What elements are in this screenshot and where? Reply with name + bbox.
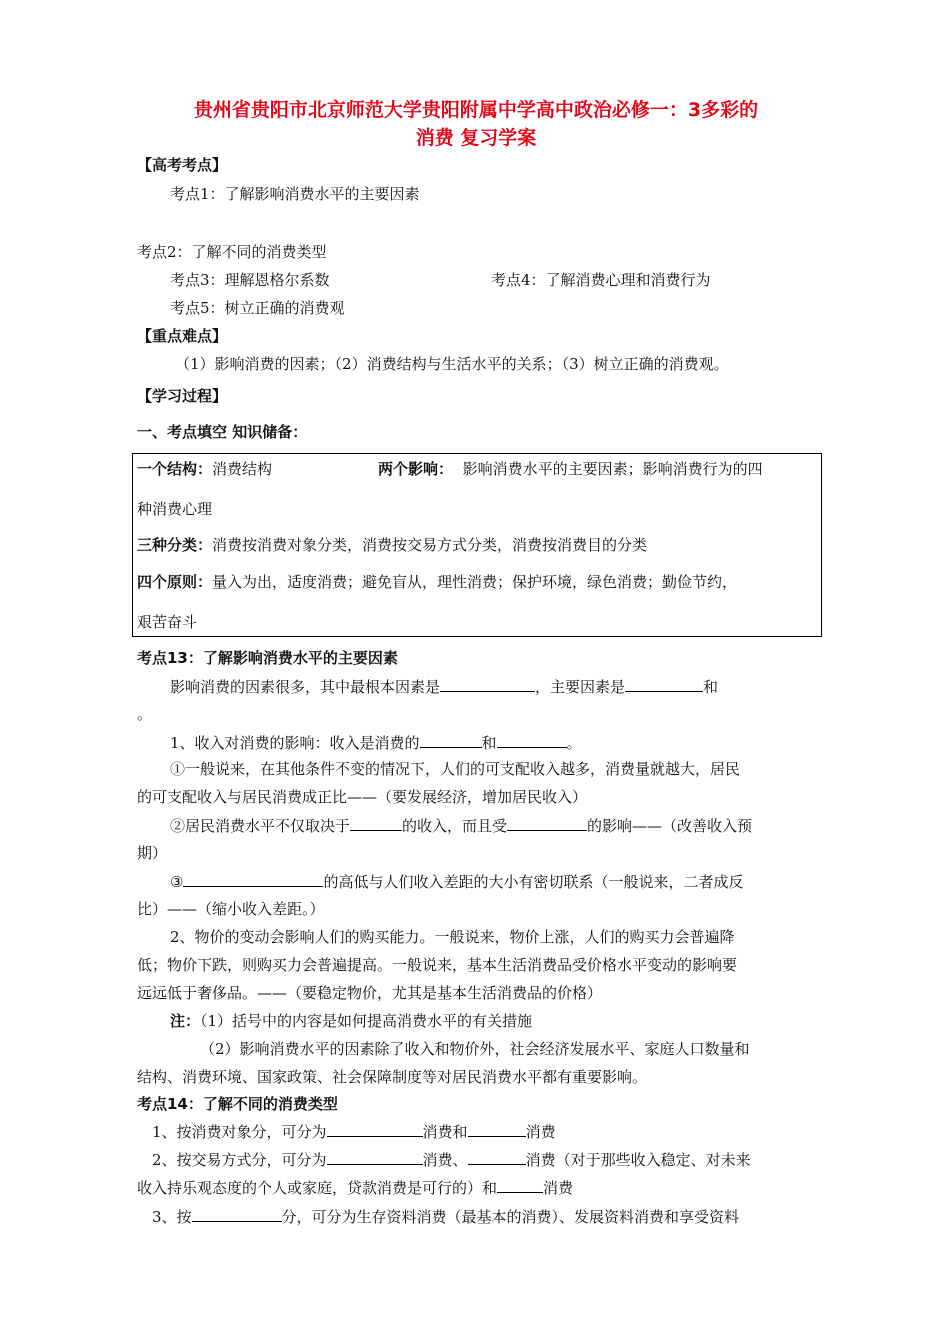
blank-income-1[interactable] bbox=[420, 732, 482, 748]
k13-line-f1: 2、物价的变动会影响人们的购买能力。一般说来，物价上涨，人们的购买力会普遍降 bbox=[170, 928, 735, 946]
section-1-heading: 一、考点填空 知识储备： bbox=[137, 423, 308, 441]
blank-object-type-2[interactable] bbox=[468, 1121, 526, 1137]
blank-current-income[interactable] bbox=[350, 815, 402, 831]
zhongdian-text: （1）影响消费的因素；（2）消费结构与生活水平的关系；（3）树立正确的消费观。 bbox=[175, 355, 729, 373]
k13-line-f2: 低；物价下跌，则购买力会普遍提高。一般说来，基本生活消费品受价格水平变动的影响要 bbox=[137, 956, 738, 974]
k13-note-3: 结构、消费环境、国家政策、社会保障制度等对居民消费水平都有重要影响。 bbox=[137, 1068, 648, 1086]
gaokao-point-2: 考点2：了解不同的消费类型 bbox=[137, 243, 327, 261]
gaokao-point-4: 考点4：了解消费心理和消费行为 bbox=[491, 271, 711, 289]
gaokao-heading: 【高考考点】 bbox=[137, 156, 228, 174]
k13-line-d: ②居民消费水平不仅取决于 的收入，而且受 的影响——（改善收入预 bbox=[170, 817, 753, 835]
blank-purpose[interactable] bbox=[192, 1206, 282, 1222]
gaokao-point-3: 考点3：理解恩格尔系数 bbox=[170, 271, 330, 289]
zhongdian-heading: 【重点难点】 bbox=[137, 327, 228, 345]
blank-fundamental-factor[interactable] bbox=[440, 676, 535, 692]
k13-line-b: 1、收入对消费的影响：收入是消费的 和 。 bbox=[170, 734, 582, 752]
title-line-1: 贵州省贵阳市北京师范大学贵阳附属中学高中政治必修一：3多彩的 bbox=[193, 99, 759, 121]
gaokao-point-5: 考点5：树立正确的消费观 bbox=[170, 299, 345, 317]
k13-line-e-end: 比）——（缩小收入差距。） bbox=[137, 900, 325, 918]
k13-line-d-end: 期） bbox=[137, 844, 168, 862]
blank-overall-consumption[interactable] bbox=[183, 871, 323, 887]
k14-line-h: 2、按交易方式分，可分为 消费、 消费（对于那些收入稳定、对未来 bbox=[152, 1151, 751, 1169]
k14-line-g: 1、按消费对象分，可分为 消费和 消费 bbox=[152, 1123, 556, 1141]
blank-trade-type-3[interactable] bbox=[497, 1177, 543, 1193]
box-line-3: 三种分类：消费按消费对象分类，消费按交易方式分类，消费按消费目的分类 bbox=[137, 536, 648, 554]
k14-heading: 考点14：了解不同的消费类型 bbox=[137, 1095, 338, 1113]
blank-future-income[interactable] bbox=[507, 815, 587, 831]
box-line-1b: 两个影响： 影响消费水平的主要因素；影响消费行为的四 bbox=[378, 460, 763, 478]
k13-line-e: ③ 的高低与人们收入差距的大小有密切联系（一般说来，二者成反 bbox=[170, 873, 744, 891]
box-line-5: 艰苦奋斗 bbox=[137, 613, 198, 631]
xuexi-heading: 【学习过程】 bbox=[137, 387, 228, 405]
blank-object-type-1[interactable] bbox=[327, 1121, 423, 1137]
k13-line-c2: 的可支配收入与居民消费成正比——（要发展经济，增加居民收入） bbox=[137, 788, 588, 806]
k13-line-f3: 远远低于奢侈品。——（要稳定物价，尤其是基本生活消费品的价格） bbox=[137, 984, 603, 1002]
title-line-2: 消费 复习学案 bbox=[415, 127, 537, 149]
blank-trade-type-1[interactable] bbox=[327, 1149, 423, 1165]
blank-trade-type-2[interactable] bbox=[468, 1149, 526, 1165]
box-line-2: 种消费心理 bbox=[137, 500, 213, 518]
k13-line-a-end: 。 bbox=[137, 705, 153, 723]
blank-main-factor[interactable] bbox=[625, 676, 703, 692]
document-title bbox=[136, 96, 816, 152]
k13-heading: 考点13：了解影响消费水平的主要因素 bbox=[137, 649, 398, 667]
box-line-1: 一个结构：消费结构 bbox=[137, 460, 273, 478]
box-line-4: 四个原则：量入为出，适度消费；避免盲从，理性消费；保护环境，绿色消费；勤俭节约， bbox=[137, 573, 738, 591]
k14-line-i: 3、按 分，可分为生存资料消费（最基本的消费）、发展资料消费和享受资料 bbox=[152, 1208, 740, 1226]
gaokao-point-1: 考点1：了解影响消费水平的主要因素 bbox=[170, 185, 420, 203]
blank-income-2[interactable] bbox=[497, 732, 567, 748]
k13-note-1: 注：（1）括号中的内容是如何提高消费水平的有关措施 bbox=[170, 1012, 533, 1030]
k13-line-c1: ①一般说来，在其他条件不变的情况下，人们的可支配收入越多，消费量就越大，居民 bbox=[170, 760, 741, 778]
k13-note-2: （2）影响消费水平的因素除了收入和物价外，社会经济发展水平、家庭人口数量和 bbox=[200, 1040, 750, 1058]
k13-line-a: 影响消费的因素很多，其中最根本因素是 ，主要因素是 和 bbox=[170, 678, 719, 696]
k14-line-h-end: 收入持乐观态度的个人或家庭，贷款消费是可行的）和 消费 bbox=[137, 1179, 574, 1197]
